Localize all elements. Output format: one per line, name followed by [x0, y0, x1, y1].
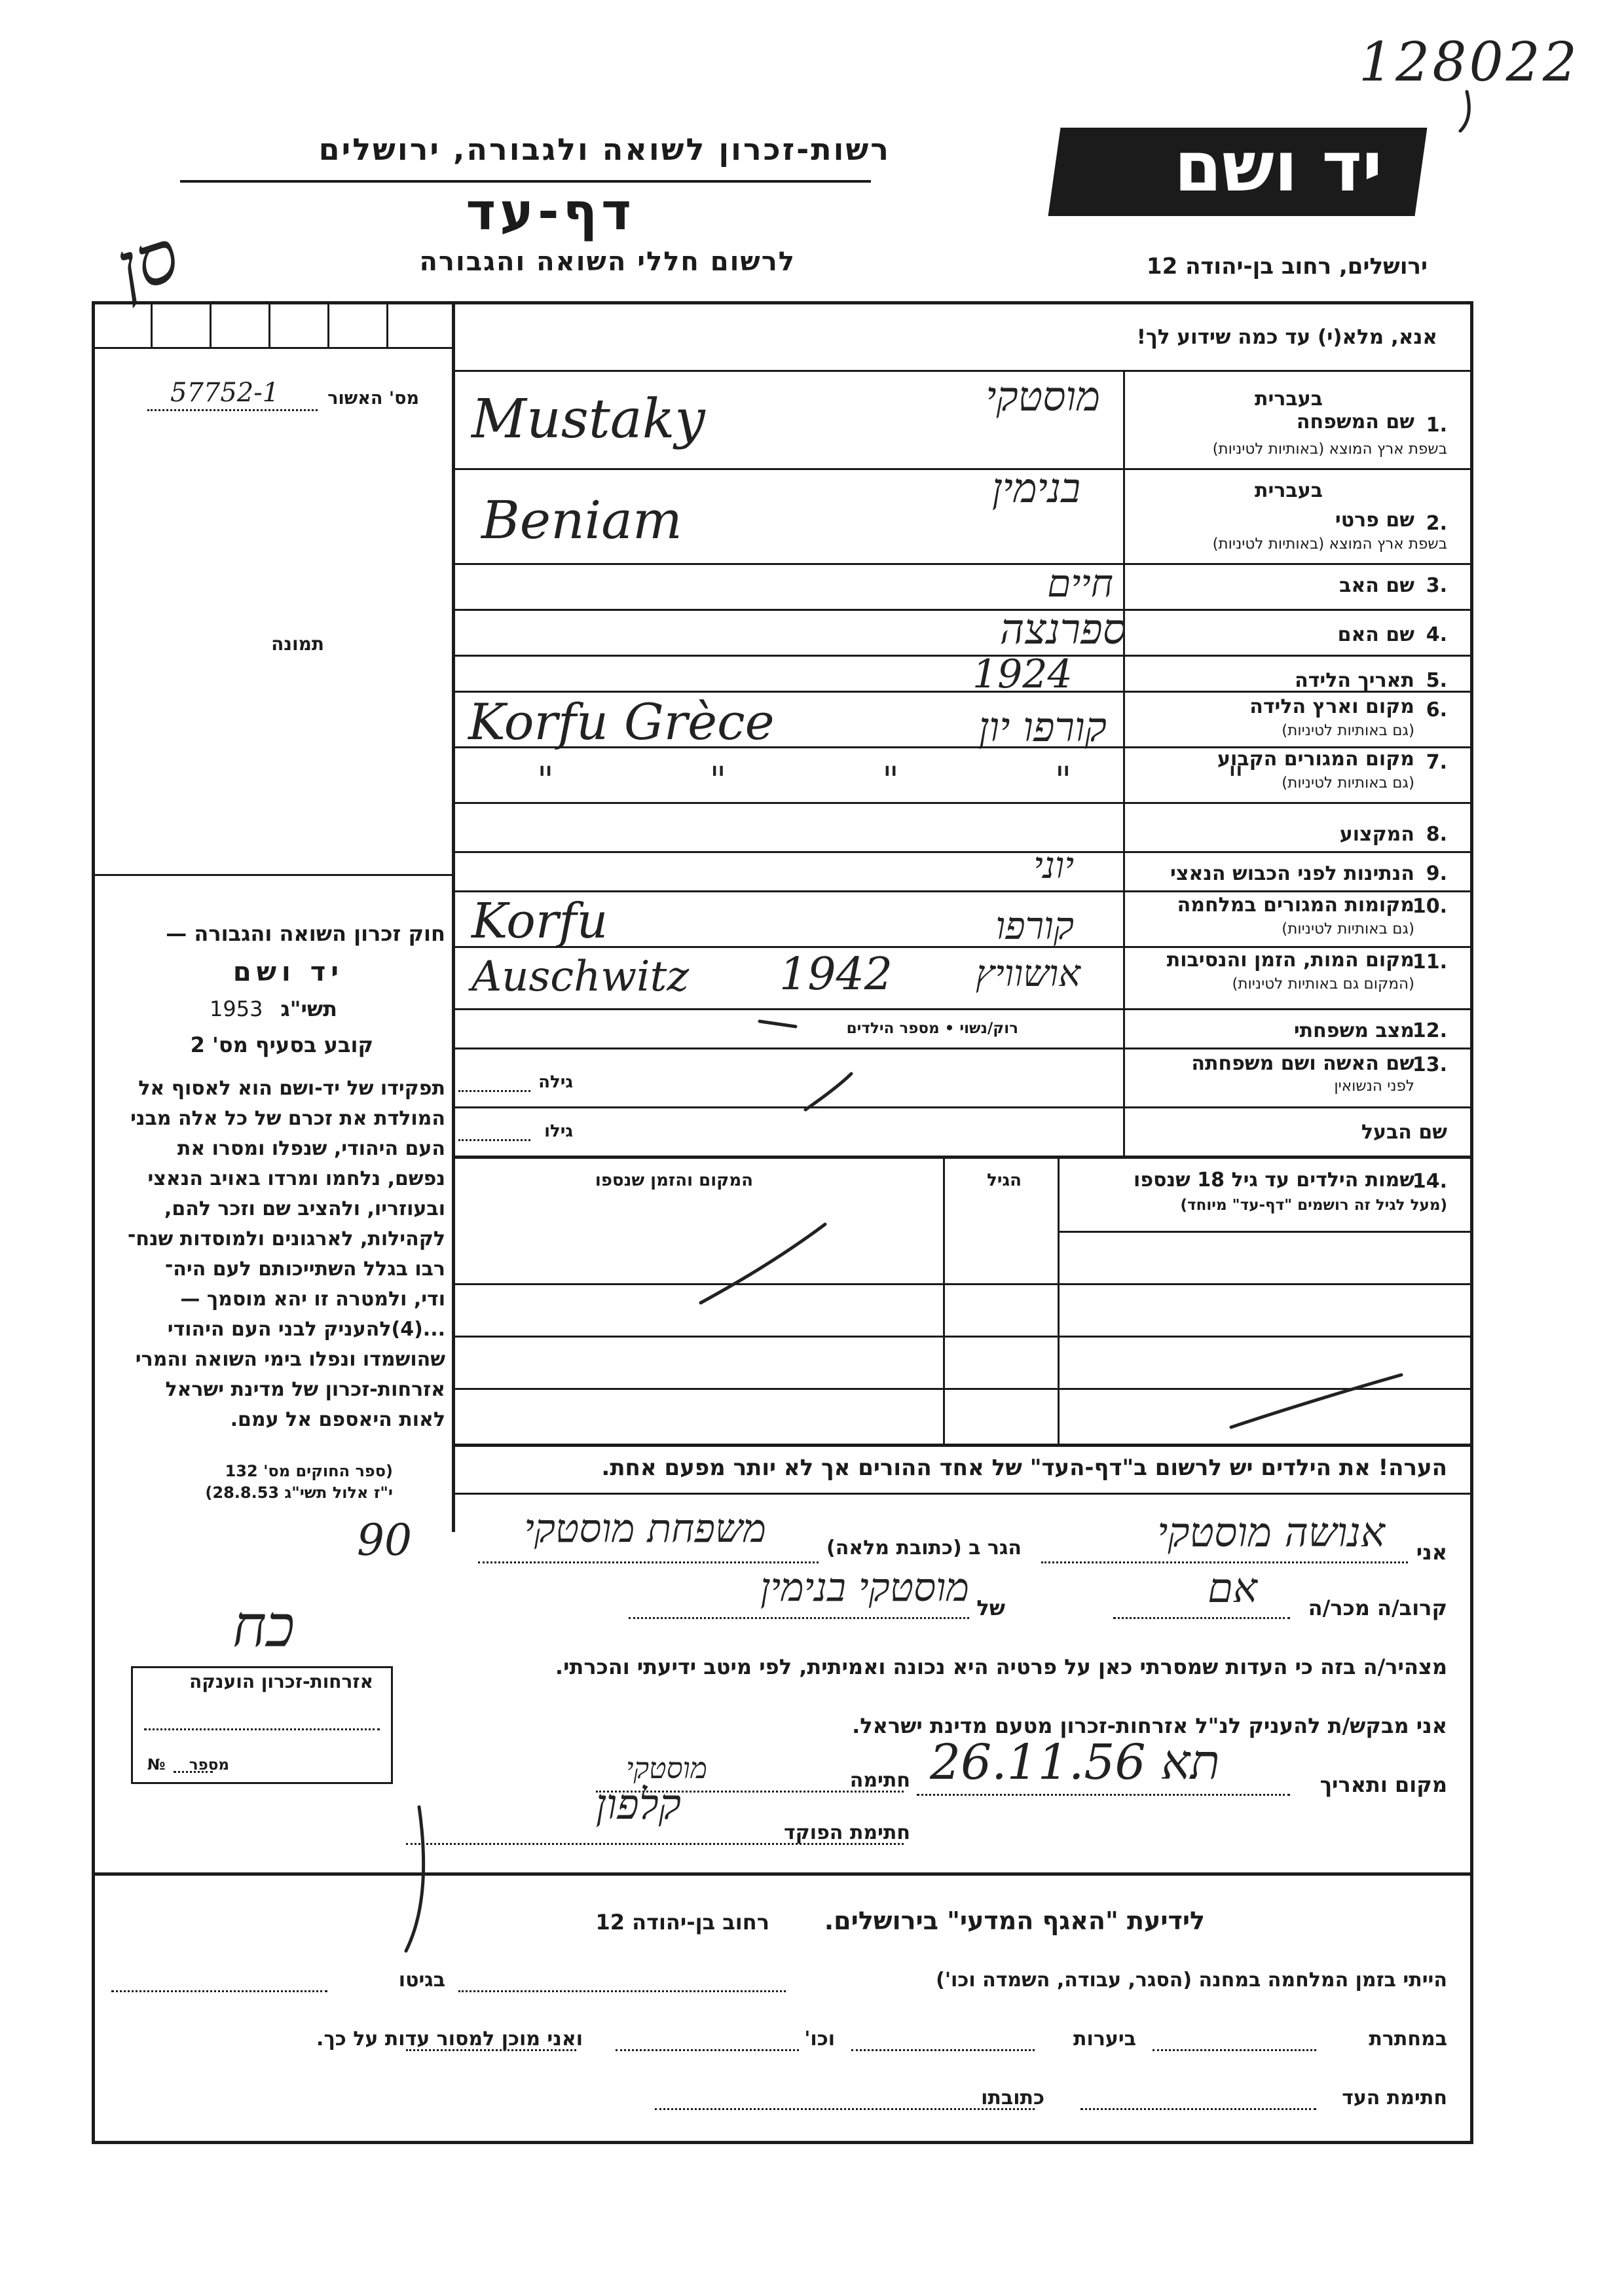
law-year: 1953 [210, 996, 263, 1021]
archive-number: 128022 [1359, 31, 1580, 94]
authority-name: רשות-זכרון לשואה ולגבורה, ירושלים [318, 132, 891, 167]
wartime-residence-latin: Korfu [471, 893, 608, 949]
officer-label: חתימת הפוקד [784, 1821, 910, 1844]
approval-number-value: 57752-1 [170, 378, 280, 408]
field-1-sub: בשפת ארץ המוצא (באותיות לטיניות) [1212, 441, 1447, 458]
birth-place-latin: Korfu Grèce [468, 693, 775, 751]
residence: " " " " " [537, 759, 1316, 802]
field-10-sub: (גם באותיות לטיניות) [1282, 920, 1414, 938]
field-1-number: 1. [1426, 414, 1447, 437]
place-date-value: תא 26.11.56 [930, 1734, 1220, 1791]
field-5-number: 5. [1426, 669, 1447, 692]
field-4-label: שם האם [1337, 623, 1414, 646]
bottom-line1: הייתי בזמן המלחמה במחנה (הסגר, עבודה, השמדה וכו') [936, 1969, 1447, 1992]
bottom-line2-c: וכו' [804, 2028, 835, 2050]
law-hebrew-year: תשי"ג [280, 996, 337, 1021]
margin-note: סן [106, 213, 189, 311]
law-source-1: (ספר החוקים מס' 132 [225, 1462, 393, 1480]
declarant-address: משפחת מוסטקי [524, 1506, 766, 1552]
bottom-line2-end: ואני מוכן למסור עדות על כך. [316, 2028, 583, 2050]
yad-vashem-logo: יד ושם [1048, 128, 1428, 216]
of-value: מוסטקי בנימין [760, 1565, 969, 1611]
field-13-number: 13. [1412, 1053, 1447, 1076]
resides-label: הגר ב (כתובת מלאה) [826, 1537, 1022, 1559]
field-13-label: שם האשה ושם משפחתה [1191, 1052, 1414, 1075]
officer-signature: קלפון [595, 1781, 681, 1829]
wife-age-label: גילה [538, 1072, 573, 1092]
field-6-sub: (גם באותיות לטיניות) [1282, 722, 1414, 739]
bottom-line3-b: כתובתו [981, 2086, 1044, 2109]
children-col-place: המקום והזמן שנספו [595, 1171, 753, 1190]
left-margin-note-1: 90 [357, 1515, 412, 1565]
husband-name-label: שם הבעל [1361, 1121, 1447, 1144]
field-12-number: 12. [1412, 1019, 1447, 1042]
bottom-line3-a: חתימת העד [1342, 2086, 1447, 2109]
wartime-residence-hebrew: קורפו [995, 903, 1074, 948]
bottom-heading: לידיעת "האגף המדעי" בירושלים. [824, 1906, 1205, 1935]
field-2-number: 2. [1426, 512, 1447, 535]
address: ירושלים, רחוב בן-יהודה 12 [1146, 253, 1428, 280]
place-date-label: מקום ותאריך [1320, 1772, 1447, 1797]
citizenship: יוני [1033, 845, 1074, 887]
law-source-2: י"ז אלול תשי"ג 28.8.53) [205, 1484, 393, 1502]
field-11-sub: (המקום גם באותיות לטיניות) [1232, 975, 1414, 993]
field-5-label: תאריך הלידה [1295, 669, 1414, 692]
field-1-label: שם המשפחה [1296, 410, 1414, 433]
field-10-label: מקומות המגורים במלחמה [1177, 894, 1414, 917]
bottom-line2-a: במחתרת [1369, 2028, 1447, 2050]
approval-number-label: מס' האשור [327, 388, 419, 409]
law-clause: קובע בסעיף מס' 2 [190, 1032, 373, 1057]
note: הערה! את הילדים יש לרשום ב"דף-העד" של אחד ההורים אך לא יותר מפעם אחת. [601, 1455, 1447, 1481]
field-11-number: 11. [1412, 951, 1447, 974]
given-name-hebrew: בנימין [991, 464, 1080, 512]
declarant-i-label: אני [1416, 1540, 1447, 1565]
declaration-request: אני מבקש/ת להעניק לנ"ל אזרחות-זכרון מטעם מדינת ישראל. [852, 1713, 1447, 1738]
law-title: חוק זכרון השואה והגבורה — [166, 921, 445, 946]
given-name-latin: Beniam [481, 490, 682, 551]
marital-options: רוק/נשוי • מספר הילדים [846, 1020, 1018, 1037]
declaration-statement: מצהיר/ה בזה כי העדות שמסרתי כאן על פרטיה היא נכונה ואמיתית, לפי מיטב ידיעתי והכרתי. [555, 1654, 1447, 1679]
field-9-number: 9. [1426, 862, 1447, 885]
signature-value: מוסטקי [625, 1752, 707, 1785]
children-sub: (מעל לגיל זה רושמים "דף-עד" מיוחד) [1180, 1197, 1447, 1214]
field-7-number: 7. [1426, 751, 1447, 774]
form-subtitle: לרשום חללי השואה והגבורה [419, 247, 796, 277]
instructions: אנא, מלא(י) עד כמה שידוע לך! [1136, 325, 1437, 349]
husband-age-label: גילו [544, 1121, 573, 1141]
declarant-name: אנושה מוסטקי [1157, 1508, 1385, 1556]
field-13-sub: לפני הנשואין [1334, 1078, 1414, 1095]
law-name: יד ושם [232, 957, 344, 987]
field-6-label: מקום וארץ הלידה [1249, 695, 1414, 718]
field-7-label: מקום המגורים הקבוע [1217, 748, 1414, 771]
relation-value: אם [1208, 1564, 1257, 1612]
father-name: חיים [1047, 561, 1113, 606]
field-7-sub: (גם באותיות לטיניות) [1282, 774, 1414, 792]
photo-label: תמונה [271, 633, 324, 655]
citizenship-no-label: № [147, 1757, 166, 1774]
field-2-tag: בעברית [1255, 479, 1323, 502]
field-9-label: הנתינות לפני הכבוש הנאצי [1170, 862, 1414, 885]
bottom-line1-end: בגיטו [398, 1969, 445, 1992]
signature-label: חתימה [849, 1769, 910, 1792]
of-label: של [976, 1595, 1005, 1620]
field-4-number: 4. [1426, 623, 1447, 646]
children-number: 14. [1412, 1170, 1447, 1193]
field-11-label: מקום המות, הזמן והנסיבות [1166, 949, 1414, 972]
law-text: תפקידו של יד-ושם הוא לאסוף אל המולדת את זכרם של כל אלה מבני העם היהודי, שנפלו ומסרו את נפשם, נלחמו ומרדו באויב הנאצי ובעוזריו, ולהציב שם וזכר להם, לקהילות, לארגונים ולמוסדות שנח־ רבו בגלל השתייכותם לעם היה־ ודי, ולמטרה זו יהא מוסמך — ...(4)להעניק לבני העם היהודי שהושמדו ונפלו בימי השואה והמרי אזרחות-זכרון של מדינת ישראל לאות היאספם אל עמם. [127, 1077, 445, 1431]
field-3-number: 3. [1426, 574, 1447, 597]
field-8-label: המקצוע [1339, 823, 1414, 846]
field-6-number: 6. [1426, 699, 1447, 721]
field-12-label: מצב משפחתי [1293, 1019, 1414, 1042]
citizenship-box-title: אזרחות-זכרון הוענקה [189, 1671, 373, 1692]
death-place-hebrew: אושוויץ [975, 953, 1080, 995]
death-place-latin: Auschwitz [471, 953, 690, 1001]
bottom-heading-address: רחוב בן-יהודה 12 [595, 1910, 769, 1935]
form-title: דף-עד [466, 183, 635, 242]
left-margin-note-2: כח [232, 1592, 295, 1660]
family-name-latin: Mustaky [471, 388, 705, 450]
relative-label: קרוב/ה מכר/ה [1308, 1595, 1447, 1620]
children-col-age: הגיל [987, 1171, 1022, 1190]
field-8-number: 8. [1426, 823, 1447, 846]
field-3-label: שם האב [1339, 574, 1414, 597]
family-name-hebrew: מוסטקי [986, 373, 1100, 420]
field-2-label: שם פרטי [1335, 509, 1414, 532]
bottom-line2-b: ביערות [1073, 2028, 1136, 2050]
death-year: 1942 [779, 949, 893, 1000]
field-1-tag: בעברית [1255, 388, 1323, 410]
birth-place-hebrew: קורפו יון [978, 703, 1107, 751]
field-2-sub: בשפת ארץ המוצא (באותיות לטיניות) [1212, 536, 1447, 553]
field-10-number: 10. [1412, 895, 1447, 918]
children-label: שמות הילדים עד גיל 18 שנספו [1134, 1169, 1414, 1192]
birth-date: 1924 [972, 651, 1073, 697]
citizenship-number-label: מספר [189, 1757, 229, 1774]
mother-name: ספרנצה [999, 606, 1126, 654]
